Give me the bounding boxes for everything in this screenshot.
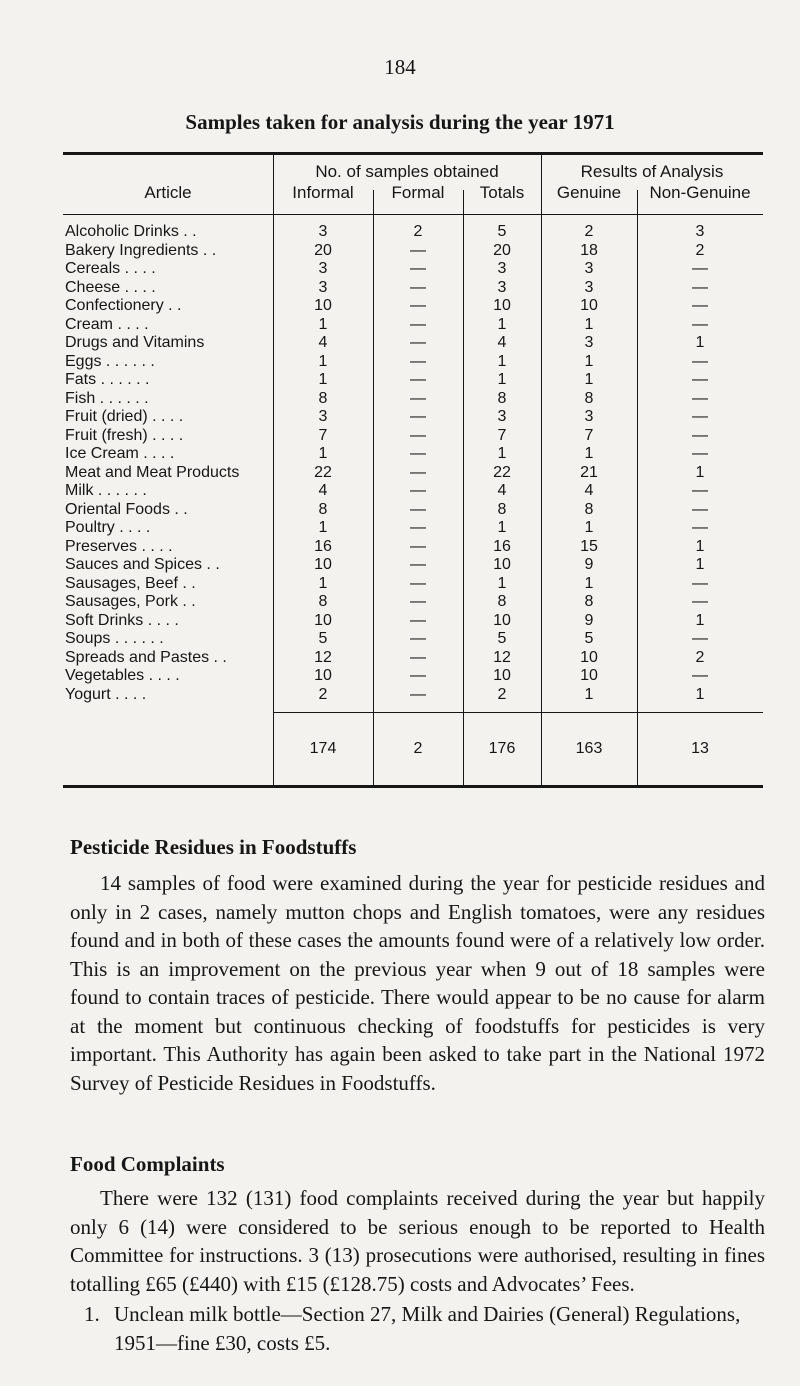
row-totals: 3: [497, 260, 507, 277]
table-body: [63, 223, 763, 704]
row-formal: —: [410, 556, 426, 573]
row-article: Fruit (fresh) . . . .: [65, 426, 184, 444]
row-informal: 8: [318, 389, 328, 407]
pesticide-paragraph: 14 samples of food were examined during the year for pesticide residues and only in 2 cases, namely mutton chops and English tomatoes, were any residues found and in both of these cases the amounts found were of a relatively low order. This is an improvement on the previous year when 9 out of 18 samples were found to contain traces of pesticide. There would appear to be no cause for alarm at the moment but continuous checking of foodstuffs for pesticides is very important. This Authority has again been asked to take part in the National 1972 Survey of Pesticide Residues in Foodstuffs.: [70, 871, 765, 1095]
row-genuine: 3: [584, 334, 594, 351]
row-genuine: 1: [584, 574, 594, 592]
row-genuine: 4: [584, 482, 594, 499]
row-non-genuine: —: [692, 315, 708, 333]
table-row: [63, 575, 763, 594]
row-totals: 20: [493, 241, 511, 259]
row-informal: 1: [318, 445, 328, 462]
row-article: Ice Cream . . . .: [65, 445, 175, 462]
row-article: Eggs . . . . . .: [65, 352, 155, 370]
row-non-genuine: —: [692, 426, 708, 444]
row-totals: 16: [493, 537, 511, 555]
row-formal: —: [410, 389, 426, 407]
header-samples-obtained: No. of samples obtained: [315, 162, 499, 181]
table-row: [63, 630, 763, 649]
row-informal: 3: [318, 408, 328, 425]
row-formal: —: [410, 278, 426, 296]
header-article: Article: [144, 183, 192, 202]
row-non-genuine: —: [692, 593, 708, 610]
row-formal: —: [410, 593, 426, 610]
row-formal: —: [410, 537, 426, 555]
row-formal: —: [410, 648, 426, 666]
total-non-genuine: 13: [691, 740, 709, 757]
row-article: Soft Drinks . . . .: [65, 611, 179, 629]
table-row: [63, 279, 763, 298]
row-totals: 3: [497, 278, 507, 296]
table-row: [63, 390, 763, 409]
total-totals: 176: [488, 740, 516, 757]
row-informal: 10: [314, 611, 332, 629]
row-formal: 2: [413, 223, 423, 240]
row-informal: 1: [318, 352, 328, 370]
table-row: [63, 501, 763, 520]
row-informal: 7: [318, 426, 328, 444]
table-row: [63, 593, 763, 612]
complaint-item-number: 1.: [84, 1302, 100, 1326]
row-non-genuine: 1: [695, 685, 705, 703]
table-bottom-rule: [63, 785, 763, 788]
row-totals: 22: [493, 463, 511, 481]
header-results-of-analysis: Results of Analysis: [580, 162, 724, 181]
row-formal: —: [410, 260, 426, 277]
row-formal: —: [410, 519, 426, 536]
table-row: [63, 316, 763, 335]
row-informal: 1: [318, 519, 328, 536]
row-article: Bakery Ingredients . .: [65, 241, 217, 259]
row-informal: 16: [314, 537, 332, 555]
row-totals: 1: [497, 352, 507, 370]
row-formal: —: [410, 685, 426, 703]
row-non-genuine: —: [692, 445, 708, 462]
total-informal: 174: [309, 740, 337, 757]
row-formal: —: [410, 574, 426, 592]
row-non-genuine: 3: [695, 223, 705, 240]
row-article: Sauces and Spices . .: [65, 556, 220, 573]
total-formal: 2: [413, 740, 423, 757]
row-totals: 3: [497, 408, 507, 425]
row-article: Sausages, Beef . .: [65, 574, 196, 592]
row-formal: —: [410, 315, 426, 333]
row-informal: 3: [318, 278, 328, 296]
row-non-genuine: 1: [695, 556, 705, 573]
row-totals: 8: [497, 500, 507, 518]
row-formal: —: [410, 611, 426, 629]
row-formal: —: [410, 352, 426, 370]
row-informal: 10: [314, 556, 332, 573]
row-genuine: 1: [584, 371, 594, 388]
row-totals: 1: [497, 519, 507, 536]
row-informal: 8: [318, 500, 328, 518]
row-totals: 8: [497, 593, 507, 610]
row-informal: 10: [314, 297, 332, 314]
row-non-genuine: —: [692, 389, 708, 407]
row-genuine: 5: [584, 630, 594, 647]
row-genuine: 1: [584, 315, 594, 333]
row-non-genuine: —: [692, 352, 708, 370]
row-informal: 2: [318, 685, 328, 703]
complaints-heading: Food Complaints: [70, 1152, 225, 1176]
row-genuine: 21: [580, 463, 598, 481]
row-informal: 1: [318, 574, 328, 592]
row-formal: —: [410, 371, 426, 388]
row-informal: 20: [314, 241, 332, 259]
row-totals: 1: [497, 574, 507, 592]
row-totals: 5: [497, 630, 507, 647]
row-formal: —: [410, 241, 426, 259]
row-genuine: 2: [584, 223, 594, 240]
row-genuine: 1: [584, 352, 594, 370]
row-genuine: 10: [580, 297, 598, 314]
row-formal: —: [410, 500, 426, 518]
row-formal: —: [410, 667, 426, 684]
row-non-genuine: —: [692, 667, 708, 684]
row-genuine: 3: [584, 260, 594, 277]
row-genuine: 9: [584, 556, 594, 573]
page-number: 184: [384, 55, 416, 79]
row-non-genuine: 1: [695, 537, 705, 555]
table-row: [63, 482, 763, 501]
row-non-genuine: —: [692, 408, 708, 425]
row-genuine: 1: [584, 519, 594, 536]
row-formal: —: [410, 445, 426, 462]
table-row: [63, 445, 763, 464]
row-non-genuine: —: [692, 278, 708, 296]
row-article: Alcoholic Drinks . .: [65, 223, 197, 240]
totals-row: [63, 740, 763, 760]
complaint-item-text: Unclean milk bottle—Section 27, Milk and Dairies (General) Regulations, 1951—fine £30, costs £5.: [114, 1302, 741, 1355]
row-genuine: 8: [584, 389, 594, 407]
row-totals: 10: [493, 667, 511, 684]
row-non-genuine: 2: [695, 241, 705, 259]
table-row: [63, 686, 763, 705]
row-totals: 1: [497, 445, 507, 462]
row-genuine: 1: [584, 685, 594, 703]
row-formal: —: [410, 482, 426, 499]
totals-rule: [273, 712, 763, 713]
row-article: Spreads and Pastes . .: [65, 648, 227, 666]
table-row: [63, 427, 763, 446]
table-top-rule: [63, 152, 763, 155]
header-non-genuine: Non-Genuine: [649, 183, 751, 202]
row-totals: 1: [497, 371, 507, 388]
row-article: Drugs and Vitamins: [65, 334, 205, 351]
row-non-genuine: —: [692, 260, 708, 277]
row-informal: 22: [314, 463, 332, 481]
row-non-genuine: —: [692, 630, 708, 647]
row-formal: —: [410, 426, 426, 444]
table-row: [63, 223, 763, 242]
row-article: Cereals . . . .: [65, 260, 156, 277]
row-totals: 4: [497, 482, 507, 499]
row-article: Soups . . . . . .: [65, 630, 164, 647]
complaint-item: [70, 1300, 765, 1360]
row-article: Milk . . . . . .: [65, 482, 147, 499]
table-row: [63, 538, 763, 557]
row-non-genuine: —: [692, 482, 708, 499]
table-row: [63, 667, 763, 686]
row-genuine: 15: [580, 537, 598, 555]
row-genuine: 18: [580, 241, 598, 259]
row-article: Fats . . . . . .: [65, 371, 150, 388]
header-rule: [63, 214, 763, 215]
row-totals: 12: [493, 648, 511, 666]
table-row: [63, 242, 763, 261]
row-informal: 4: [318, 482, 328, 499]
row-genuine: 3: [584, 408, 594, 425]
row-informal: 4: [318, 334, 328, 351]
row-non-genuine: 1: [695, 463, 705, 481]
row-genuine: 10: [580, 648, 598, 666]
row-genuine: 3: [584, 278, 594, 296]
table-row: [63, 353, 763, 372]
row-article: Poultry . . . .: [65, 519, 151, 536]
row-formal: —: [410, 297, 426, 314]
header-formal: Formal: [391, 183, 445, 202]
row-article: Preserves . . . .: [65, 537, 173, 555]
table-row: [63, 408, 763, 427]
row-informal: 3: [318, 260, 328, 277]
row-informal: 1: [318, 315, 328, 333]
row-totals: 8: [497, 389, 507, 407]
row-article: Oriental Foods . .: [65, 500, 188, 518]
row-non-genuine: —: [692, 371, 708, 388]
table-row: [63, 334, 763, 353]
row-totals: 1: [497, 315, 507, 333]
table-row: [63, 556, 763, 575]
complaints-paragraph: There were 132 (131) food complaints received during the year but happily only 6 (14) were considered to be serious enough to be reported to Health Committee for instructions. 3 (13) prosecutions were authorised, resulting in fines totalling £65 (£440) with £15 (£128.75) costs and Advocates’ Fees.: [70, 1186, 765, 1296]
table-row: [63, 519, 763, 538]
row-totals: 10: [493, 297, 511, 314]
table-row: [63, 297, 763, 316]
row-genuine: 10: [580, 667, 598, 684]
row-non-genuine: —: [692, 519, 708, 536]
table-row: [63, 260, 763, 279]
row-non-genuine: —: [692, 500, 708, 518]
pesticide-heading: Pesticide Residues in Foodstuffs: [70, 835, 357, 859]
row-totals: 7: [497, 426, 507, 444]
table-row: [63, 649, 763, 668]
row-formal: —: [410, 630, 426, 647]
table-row: [63, 612, 763, 631]
row-article: Cheese . . . .: [65, 278, 156, 296]
row-article: Confectionery . .: [65, 297, 182, 314]
row-non-genuine: 2: [695, 648, 705, 666]
row-genuine: 8: [584, 593, 594, 610]
row-informal: 3: [318, 223, 328, 240]
row-informal: 8: [318, 593, 328, 610]
header-genuine: Genuine: [556, 183, 622, 202]
row-non-genuine: 1: [695, 611, 705, 629]
row-genuine: 1: [584, 445, 594, 462]
row-article: Sausages, Pork . .: [65, 593, 196, 610]
row-totals: 2: [497, 685, 507, 703]
row-genuine: 9: [584, 611, 594, 629]
row-article: Cream . . . .: [65, 315, 149, 333]
row-totals: 5: [497, 223, 507, 240]
page-title: Samples taken for analysis during the year 1971: [185, 110, 615, 134]
table-row: [63, 371, 763, 390]
table-row: [63, 464, 763, 483]
row-informal: 1: [318, 371, 328, 388]
total-genuine: 163: [575, 740, 603, 757]
row-formal: —: [410, 334, 426, 351]
row-informal: 12: [314, 648, 332, 666]
header-informal: Informal: [292, 183, 354, 202]
row-informal: 5: [318, 630, 328, 647]
row-non-genuine: —: [692, 297, 708, 314]
row-non-genuine: —: [692, 574, 708, 592]
row-informal: 10: [314, 667, 332, 684]
row-article: Meat and Meat Products: [65, 463, 240, 481]
row-formal: —: [410, 408, 426, 425]
row-genuine: 7: [584, 426, 594, 444]
row-genuine: 8: [584, 500, 594, 518]
header-totals: Totals: [479, 183, 525, 202]
row-article: Fruit (dried) . . . .: [65, 408, 184, 425]
row-totals: 4: [497, 334, 507, 351]
row-article: Vegetables . . . .: [65, 667, 180, 684]
row-totals: 10: [493, 611, 511, 629]
row-article: Yogurt . . . .: [65, 685, 147, 703]
row-totals: 10: [493, 556, 511, 573]
row-article: Fish . . . . . .: [65, 389, 149, 407]
row-formal: —: [410, 463, 426, 481]
row-non-genuine: 1: [695, 334, 705, 351]
